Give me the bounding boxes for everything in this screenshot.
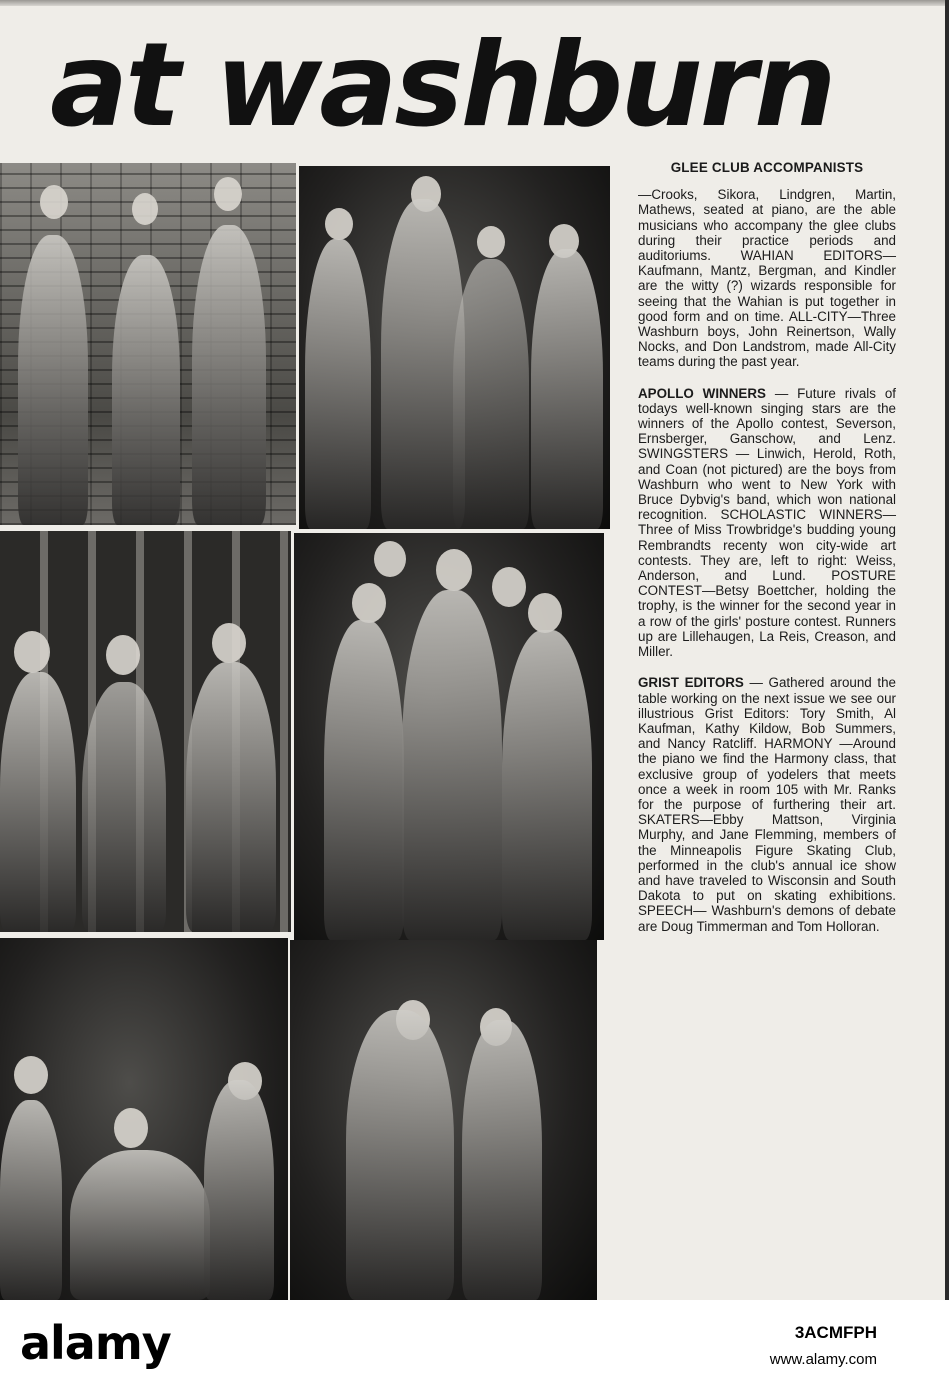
grist-body: — Gathered around the table working on the next issue we see our illustrious Grist Editors: Tory Smith, Al Kaufman, Kathy Kildow, Bob Summers, and Nancy Ratcliff. HARMONY —Around the piano we find the Harmony class, that exclusive group of yodelers that meets once a week in room 105 with Mr. Ranks for the purpose of furthering their art. SKATERS—Ebby Mattson, Virginia Murphy, and Jane Flemming, members of the Minneapolis Figure Skating Club, performed in the club's annual ice show and have traveled to Wisconsin and South Dakota to put on skating exhibitions. SPEECH— Washburn's demons of debate are Doug Timmerman and Tom Holloran. [638,675,896,934]
apollo-body: — Future rivals of todays well-known singing stars are the winners of the Apollo contest, Severson, Ernsberger, Ganschow, and Lenz. SWINGSTERS — Linwich, Herold, Roth, and Coan (not pictured) are the boys from Washburn who went to New York with Bruce Dybvig's band, which won national recognition. SCHOLASTIC WINNERS—Three of Miss Trowbridge's budding young Rembrandts recenty won city-wide art contests. They are, left to right: Weiss, Anderson, and Lund. POSTURE CONTEST—Betsy Boettcher, holding the trophy, is the winner for the second year in a row of the girls' posture contest. Runners up are Lillehaugen, La Reis, Creason, and Miller. [638,385,896,660]
photo-all-city [0,163,296,525]
image-id: 3ACMFPH [794,1323,877,1342]
article-column [638,160,896,934]
page-title: at washburn [50,18,834,153]
photo-glee-club [299,166,610,529]
page-top-edge [0,0,949,6]
apollo-lead: APOLLO WINNERS [638,385,766,401]
photo-posture-contest [294,533,604,940]
glee-club-paragraph: —Crooks, Sikora, Lindgren, Martin, Mathews, seated at piano, are the able musicians who accompany the glee clubs during their practice periods and auditoriums. WAHIAN EDITORS—Kaufmann, Mantz, Bergman, and Kindler are the witty (?) wizards responsible for seeing that the Wahian is put together in good form and on time. ALL-CITY—Three Washburn boys, John Reinertson, Wally Nocks, and Don Landstrom, made All-City teams during the past year. [638,187,896,370]
grist-paragraph [638,675,896,933]
alamy-logo: alamy [20,1316,171,1370]
apollo-paragraph [638,386,896,660]
glee-club-heading: GLEE CLUB ACCOMPANISTS [670,160,864,175]
photo-scholastic-winners [0,531,291,932]
page-right-edge [945,0,949,1300]
site-url: www.alamy.com [769,1351,877,1368]
photo-skaters [0,938,288,1300]
photo-speech [290,940,597,1300]
grist-lead: GRIST EDITORS [638,675,744,691]
